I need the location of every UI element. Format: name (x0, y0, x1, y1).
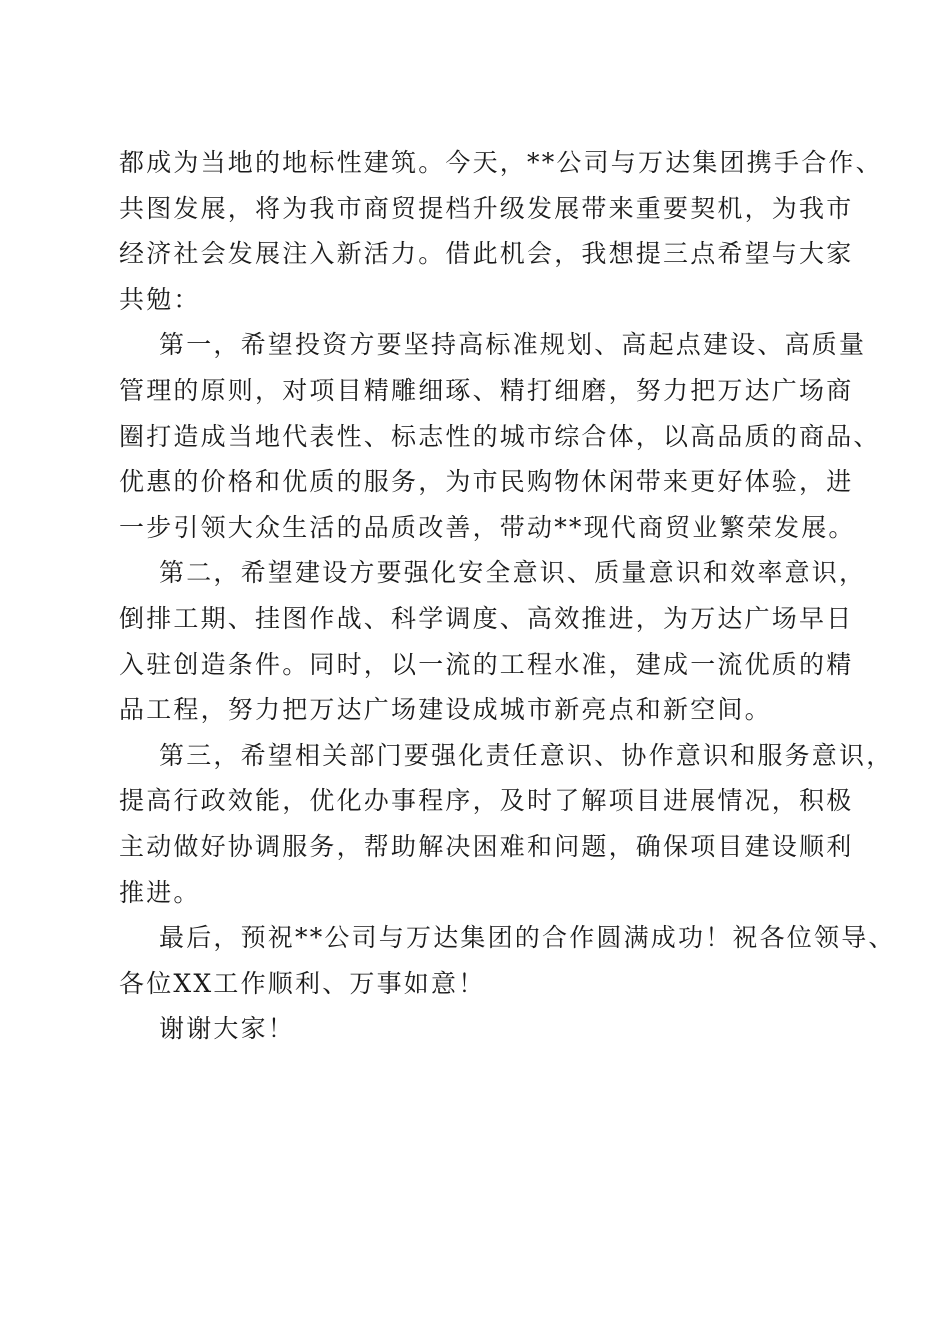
document-body (119, 140, 896, 1052)
text-line-2: 共图发展，将为我市商贸提档升级发展带来重要契机，为我市 (119, 193, 854, 223)
text-line-1: 都成为当地的地标性建筑。今天，**公司与万达集团携手合作、 (119, 148, 883, 177)
text-line-13: 品工程，努力把万达广场建设成城市新亮点和新空间。 (119, 695, 772, 725)
text-line-3: 经济社会发展注入新活力。借此机会，我想提三点希望与大家 (119, 239, 854, 269)
text-line-17: 推进。 (119, 877, 201, 907)
text-line-18: 最后，预祝**公司与万达集团的合作圆满成功！祝各位领导、 (159, 923, 896, 953)
text-line-8: 优惠的价格和优质的服务，为市民购物休闲带来更好体验，进 (119, 467, 854, 497)
text-line-11: 倒排工期、挂图作战、科学调度、高效推进，为万达广场早日 (119, 603, 854, 633)
text-line-5: 第一，希望投资方要坚持高标准规划、高起点建设、高质量 (159, 330, 867, 360)
text-line-9: 一步引领大众生活的品质改善，带动**现代商贸业繁荣发展。 (119, 512, 856, 542)
text-line-19: 各位XX工作顺利、万事如意！ (119, 968, 486, 998)
text-line-16: 主动做好协调服务，帮助解决困难和问题，确保项目建设顺利 (119, 831, 854, 861)
text-line-6: 管理的原则，对项目精雕细琢、精打细磨，努力把万达广场商 (119, 375, 854, 405)
text-line-15: 提高行政效能，优化办事程序，及时了解项目进展情况，积极 (119, 786, 854, 816)
text-line-7: 圈打造成当地代表性、标志性的城市综合体，以高品质的商品、 (119, 421, 881, 451)
text-line-12: 入驻创造条件。同时，以一流的工程水准，建成一流优质的精 (119, 649, 854, 679)
text-line-10: 第二，希望建设方要强化安全意识、质量意识和效率意识， (159, 558, 867, 588)
text-line-4: 共勉： (119, 284, 201, 314)
text-line-20: 谢谢大家！ (159, 1014, 296, 1044)
text-line-14: 第三，希望相关部门要强化责任意识、协作意识和服务意识， (159, 740, 894, 770)
